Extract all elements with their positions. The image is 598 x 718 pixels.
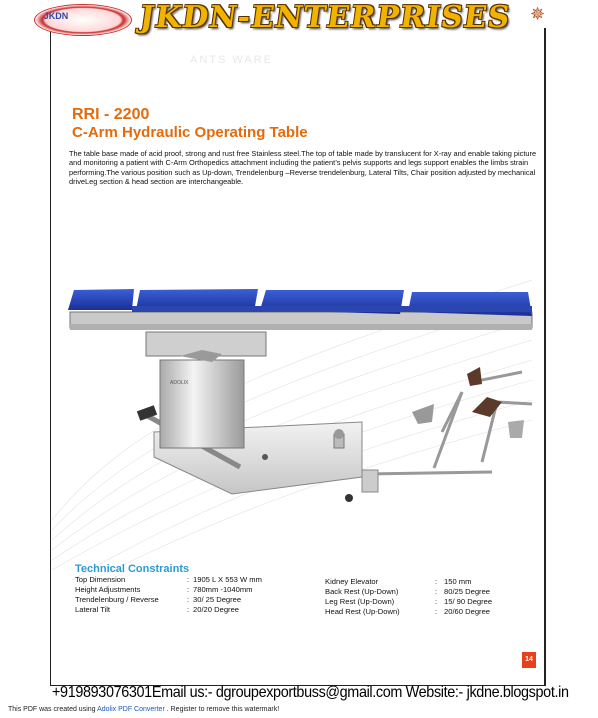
spec-row (75, 605, 262, 615)
spec-colon: : (434, 587, 438, 596)
spec-value: 150 mm (444, 577, 472, 586)
page-number: 14 (522, 652, 536, 668)
watermark-text-post: . Register to remove this watermark! (164, 706, 280, 713)
spec-row (325, 607, 492, 617)
operating-table-image (62, 262, 542, 512)
watermark-text-pre: This PDF was created using (8, 706, 98, 713)
cushion-leg (408, 292, 532, 316)
specs-table-right (325, 577, 492, 617)
star-icon: ✵ (530, 4, 546, 24)
spec-label: Head Rest (Up-Down) (325, 607, 400, 616)
specs-heading: Technical Constraints (75, 563, 190, 575)
spec-value: 80/25 Degree (444, 587, 491, 596)
svg-text:ADOLIX: ADOLIX (170, 380, 189, 386)
spec-colon: : (434, 607, 438, 616)
spec-label: Leg Rest (Up-Down) (325, 597, 395, 606)
spec-value: 15/ 90 Degree (444, 597, 493, 606)
cushion-head (68, 289, 134, 310)
spec-label: Top Dimension (75, 575, 126, 584)
product-description: The table base made of acid proof, strong and rust free Stainless steel.The top of table made by translucent for X-ray and enable taking picture and monitoring a patient with C-Arm Orthopedics attachment including the patient’s pelvis supports and legs support enables the limbs strain performing.The various position such as Up-down, Trendelenburg –Reverse trendelenburg, Lateral Tilts, Chair position adjusted by mechanical driveLeg section & head section are interchangeable. (69, 149, 537, 187)
spec-label: Trendelenburg / Reverse (75, 595, 159, 604)
spec-row (325, 597, 492, 607)
spec-colon: : (186, 595, 190, 604)
hydraulic-column (160, 360, 244, 448)
company-name: JKDN-ENTERPRISES (137, 0, 513, 35)
pdf-watermark (8, 706, 279, 713)
spec-row (325, 577, 492, 587)
spec-label: Lateral Tilt (75, 605, 111, 614)
spec-value: 1905 L X 553 W mm (193, 575, 262, 584)
spec-value: 20/60 Degree (444, 607, 491, 616)
product-model: RRI - 2200 (72, 106, 150, 123)
spec-row (75, 575, 262, 585)
spec-label: Kidney Elevator (325, 577, 379, 586)
product-title: C-Arm Hydraulic Operating Table (72, 124, 308, 141)
logo-text: JKDN (43, 11, 69, 21)
spec-colon: : (186, 605, 190, 614)
spec-label: Back Rest (Up-Down) (325, 587, 399, 596)
watermark-link[interactable]: Adolix PDF Converter (97, 706, 165, 713)
spec-row (75, 595, 262, 605)
leg-support-attachment (368, 372, 532, 474)
spec-colon: : (186, 575, 190, 584)
specs-table-left (75, 575, 262, 615)
spec-colon: : (434, 597, 438, 606)
spec-row (75, 585, 262, 595)
ghost-heading: ANTS WARE (190, 54, 273, 66)
spec-value: 780mm -1040mm (193, 585, 253, 594)
spec-label: Height Adjustments (75, 585, 141, 594)
contact-line: +919893076301Email us:- dgroupexportbuss@gmail.com Website:- jkdne.blogspot.in (52, 684, 569, 701)
spec-colon: : (434, 577, 438, 586)
spec-row (325, 587, 492, 597)
spec-value: 30/ 25 Degree (193, 595, 242, 604)
spec-colon: : (186, 585, 190, 594)
spec-value: 20/20 Degree (193, 605, 240, 614)
